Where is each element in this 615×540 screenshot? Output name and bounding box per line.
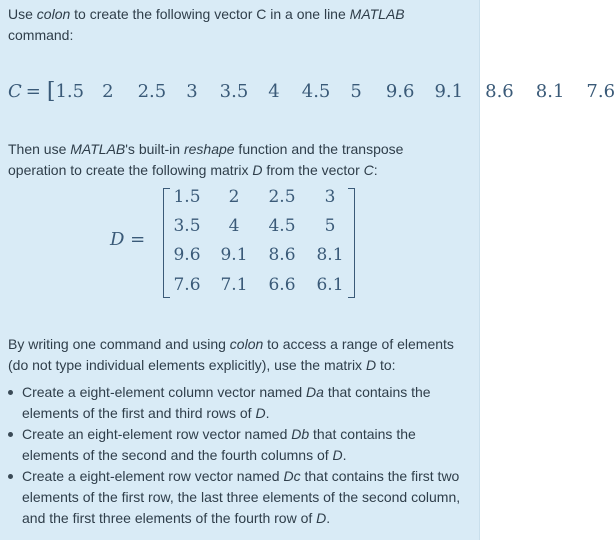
task-2-var-name: Db <box>291 426 310 442</box>
vector-c-equation <box>8 78 615 104</box>
instructions-colon-term: colon <box>229 336 264 352</box>
matrix-d-equals: = <box>130 229 146 250</box>
instructions-text: By writing one command and using <box>8 336 230 352</box>
vector-c-name: C <box>8 81 22 102</box>
matrix-cell: 4.5 <box>268 216 296 236</box>
reshape-text: 's built-in <box>125 141 184 157</box>
instructions-d-term: D <box>365 357 377 373</box>
matrix-cell: 4 <box>228 216 240 236</box>
matrix-d-name: D <box>110 229 125 250</box>
reshape-line-2 <box>8 160 378 181</box>
intro-text: Use <box>8 6 37 22</box>
matrix-cell: 7.1 <box>220 275 248 295</box>
vector-c-value: 1.5 <box>55 81 85 102</box>
task-text: and the first three elements of the fourth row of <box>22 510 317 526</box>
matrix-d <box>163 186 355 298</box>
task-text: . <box>326 510 331 526</box>
task-2-line-2 <box>22 445 347 466</box>
instructions-line-1 <box>8 334 454 355</box>
vector-c-value: 7.6 <box>586 81 615 102</box>
task-text: that contains the first two <box>300 468 460 484</box>
task-d-term: D <box>255 405 266 421</box>
intro-colon-term: colon <box>36 6 71 22</box>
matrix-cell: 6.1 <box>316 275 344 295</box>
task-2-line-1 <box>22 424 416 445</box>
vector-c-value: 4.5 <box>301 81 331 102</box>
matrix-cell: 7.6 <box>173 275 201 295</box>
task-1-var-name: Da <box>306 384 324 400</box>
task-text: Create a eight-element row vector named <box>22 468 284 484</box>
task-text: . <box>265 405 270 421</box>
matrix-cell: 8.1 <box>316 245 344 265</box>
task-d-term: D <box>316 510 327 526</box>
reshape-line-1 <box>8 139 403 160</box>
reshape-d-term: D <box>252 162 263 178</box>
task-1-line-1 <box>22 382 431 403</box>
task-d-term: D <box>332 447 343 463</box>
vector-c-values <box>55 81 615 102</box>
reshape-text: from the vector <box>262 162 364 178</box>
intro-text: to create the following vector C in a one line <box>70 6 350 22</box>
intro-matlab-term: MATLAB <box>349 6 405 22</box>
vector-c-value: 5 <box>350 81 362 102</box>
task-text: elements of the first and third rows of <box>22 405 256 421</box>
bullet-icon <box>8 432 13 437</box>
vector-c-value: 2.5 <box>137 81 167 102</box>
instructions-text: (do not type individual elements explicitly), use the matrix <box>8 357 366 373</box>
task-text: that contains the <box>323 384 431 400</box>
matrix-cell: 9.6 <box>173 245 201 265</box>
reshape-function-term: reshape <box>183 141 235 157</box>
task-3-line-2: elements of the first row, the last three elements of the second column, <box>22 489 461 505</box>
reshape-c-term: C <box>363 162 374 178</box>
task-3-line-3 <box>22 508 330 529</box>
vector-c-value: 4 <box>268 81 280 102</box>
matrix-cell: 2.5 <box>268 187 296 207</box>
matrix-cell: 3 <box>324 187 336 207</box>
reshape-text: operation to create the following matrix <box>8 162 253 178</box>
task-3-line-1 <box>22 466 459 487</box>
vector-c-value: 9.1 <box>434 81 464 102</box>
bullet-icon <box>8 390 13 395</box>
matrix-cell: 6.6 <box>268 275 296 295</box>
reshape-text: : <box>373 162 378 178</box>
task-text: . <box>342 447 347 463</box>
instructions-line-2 <box>8 355 396 376</box>
vector-c-value: 3.5 <box>219 81 249 102</box>
reshape-text: function and the transpose <box>234 141 404 157</box>
matrix-cell: 9.1 <box>220 245 248 265</box>
reshape-matlab-term: MATLAB <box>70 141 126 157</box>
vector-c-equals: = <box>25 81 41 102</box>
task-text: elements of the second and the fourth columns of <box>22 447 333 463</box>
task-text: Create a eight-element column vector named <box>22 384 307 400</box>
vector-c-value: 9.6 <box>385 81 415 102</box>
task-text: that contains the <box>309 426 416 442</box>
matrix-cell: 2 <box>228 187 240 207</box>
vector-c-value: 3 <box>186 81 198 102</box>
matrix-d-label <box>110 229 145 250</box>
vector-c-value: 8.6 <box>485 81 514 102</box>
task-3-var-name: Dc <box>283 468 301 484</box>
vector-c-value: 2 <box>102 81 114 102</box>
task-1-line-2 <box>22 403 269 424</box>
intro-line-2: command: <box>8 27 74 43</box>
matrix-cell: 3.5 <box>173 216 201 236</box>
vector-c-open-bracket: [ <box>46 79 56 104</box>
vector-c-value: 8.1 <box>535 81 565 102</box>
matrix-cell: 1.5 <box>173 187 201 207</box>
reshape-text: Then use <box>8 141 71 157</box>
bullet-icon <box>8 474 13 479</box>
task-text: Create an eight-element row vector named <box>22 426 292 442</box>
matrix-cell: 5 <box>324 216 336 236</box>
intro-line-1 <box>8 4 405 25</box>
instructions-text: to: <box>376 357 396 373</box>
instructions-text: to access a range of elements <box>263 336 454 352</box>
matrix-cell: 8.6 <box>268 245 296 265</box>
